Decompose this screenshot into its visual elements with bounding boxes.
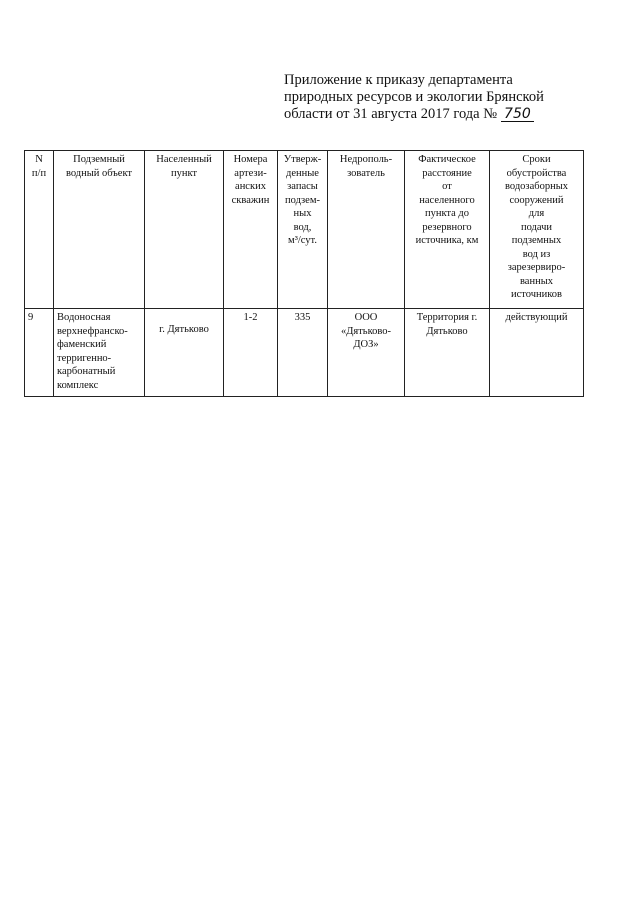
- col-header-user: Недрополь- зователь: [328, 151, 405, 309]
- cell-water-object: Водоносная верхнефранско- фаменский терригенно- карбонатный комплекс: [54, 309, 145, 397]
- col-header-distance: Фактическое расстояние от населенного пункта до резервного источника, км: [405, 151, 490, 309]
- cell-terms: действующий: [490, 309, 584, 397]
- col-header-terms: Сроки обустройства водозаборных сооружений для подачи подземных вод из зарезервиро- ванных источников: [490, 151, 584, 309]
- reserve-sources-table: [24, 150, 584, 397]
- col-header-reserves: [278, 151, 328, 309]
- cell-number: 9: [25, 309, 54, 397]
- appendix-header: [284, 72, 584, 123]
- cell-wells: 1-2: [224, 309, 278, 397]
- col-header-wells: Номера артези- анских скважин: [224, 151, 278, 309]
- col-header-settlement: Населенный пункт: [145, 151, 224, 309]
- header-line-1: Приложение к приказу департамента: [284, 72, 513, 88]
- cell-user: ООО «Дятьково- ДОЗ»: [328, 309, 405, 397]
- header-line-2: природных ресурсов и экологии Брянской: [284, 89, 544, 105]
- table-header-row: [25, 151, 584, 309]
- col-header-number: N п/п: [25, 151, 54, 309]
- header-line-3: [284, 106, 584, 123]
- table-row: [25, 309, 584, 397]
- col-header-water-object: Подземный водный объект: [54, 151, 145, 309]
- col-header-reserves-text: Утверж- денные запасы подзем- ных вод, м³/сут.: [283, 154, 322, 246]
- header-line-3-text: области от 31 августа 2017 года №: [284, 106, 498, 122]
- order-number-handwritten: 750: [501, 107, 534, 122]
- cell-reserves: 335: [278, 309, 328, 397]
- cell-settlement: г. Дятьково: [145, 309, 224, 397]
- cell-distance: Территория г. Дятьково: [405, 309, 490, 397]
